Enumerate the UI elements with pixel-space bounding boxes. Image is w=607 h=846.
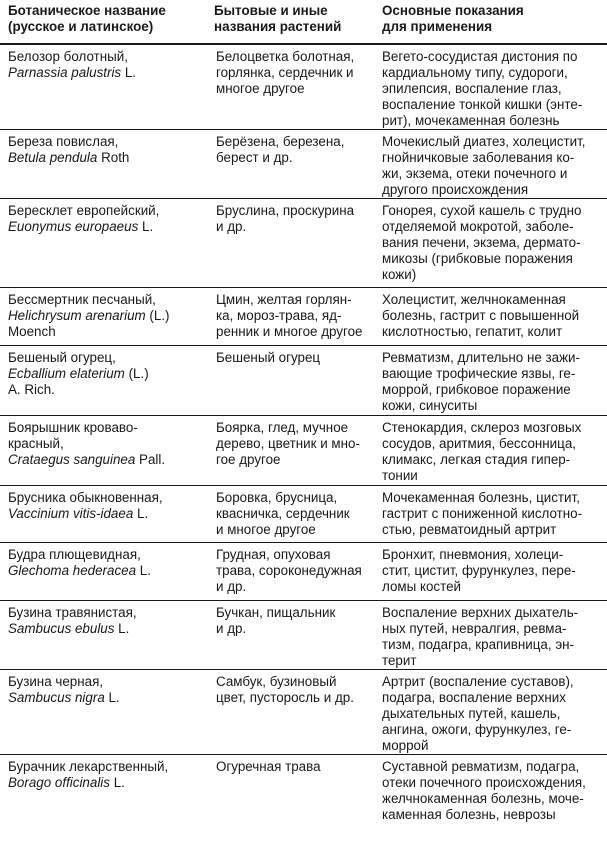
author-abbrev: L.: [138, 219, 154, 234]
indication-line: кардиальному типу, судороги,: [382, 65, 568, 80]
botanical-name-cell: [0, 288, 206, 346]
author-abbrev: L.: [109, 775, 125, 790]
indications-cell: [374, 130, 607, 199]
author-abbrev: Moench: [8, 324, 56, 339]
common-name-line: ка, мороз-трава, яд-: [216, 308, 342, 323]
author-abbrev: L.: [104, 690, 120, 705]
russian-name: Бешеный огурец,: [8, 350, 116, 365]
table-row: [0, 543, 607, 601]
indication-line: Суставной ревматизм, подагра,: [382, 759, 580, 774]
indication-line: гнойничковые заболевания ко-: [382, 150, 575, 165]
indications-cell: [374, 44, 607, 130]
latin-name: Parnassia palustris: [8, 65, 122, 80]
common-names-cell: [206, 601, 374, 670]
indication-line: Холецистит, желчнокаменная: [382, 292, 566, 307]
common-name-line: Бучкан, пищальник: [216, 605, 336, 620]
latin-name: Borago officinalis: [8, 775, 110, 790]
indication-line: рит), мочекаменная болезнь: [382, 113, 560, 128]
common-names-cell: [206, 755, 374, 838]
latin-name-line: [8, 308, 200, 324]
table-row: [0, 486, 607, 543]
common-name-line: трава, сороконедужная: [216, 563, 362, 578]
indication-line: моррой, грибковое поражение: [382, 382, 571, 397]
common-names-cell: [206, 486, 374, 543]
indications-cell: [374, 346, 607, 416]
indication-line: стит, цистит, фурункулез, пере-: [382, 563, 576, 578]
russian-name: красный,: [8, 436, 64, 451]
indication-line: воспаление тонкой кишки (энте-: [382, 97, 583, 112]
indication-line: болезнь, гастрит с повышенной: [382, 308, 580, 323]
table-row: [0, 288, 607, 346]
indications-cell: [374, 670, 607, 755]
latin-name: Ecballium elaterium: [8, 366, 125, 381]
latin-name-line: [8, 219, 200, 235]
indications-cell: [374, 543, 607, 601]
header-line: Ботаническое название: [8, 3, 166, 18]
latin-name: Betula pendula: [8, 150, 98, 165]
common-names-cell: [206, 130, 374, 199]
author-abbrev: A. Rich.: [8, 382, 55, 397]
indication-line: подагра, воспаление верхних: [382, 690, 566, 705]
indication-line: кожи): [382, 267, 417, 282]
botanical-name-cell: [0, 416, 206, 486]
indication-line: Артрит (воспаление суставов),: [382, 674, 574, 689]
indication-line: климакс, легкая стадия гипер-: [382, 452, 571, 467]
latin-name-line: [8, 65, 200, 81]
common-name-line: цвет, пусторосль и др.: [216, 690, 354, 705]
indications-cell: [374, 486, 607, 543]
russian-name: Бузина черная,: [8, 674, 104, 689]
latin-name-line: [8, 690, 200, 706]
common-name-line: Берёзена, березена,: [216, 134, 345, 149]
indication-line: ломы костей: [382, 579, 462, 594]
header-botanical-name: [0, 0, 206, 44]
author-abbrev: L.: [114, 621, 130, 636]
latin-name-line: [8, 452, 200, 468]
table-row: [0, 44, 607, 130]
botanical-name-cell: [0, 543, 206, 601]
header-line: (русское и латинское): [8, 19, 154, 34]
common-name-line: гое другое: [216, 452, 281, 467]
common-names-cell: [206, 346, 374, 416]
botanical-name-cell: [0, 44, 206, 130]
common-name-line: Грудная, опуховая: [216, 547, 331, 562]
latin-name-line: [8, 775, 200, 791]
russian-name: Брусника обыкновенная,: [8, 490, 163, 505]
botanical-name-cell: [0, 199, 206, 288]
common-name-line: Боярка, глед, мучное: [216, 420, 349, 435]
latin-name: Sambucus nigra: [8, 690, 105, 705]
indication-line: Вегето-сосудистая дистония по: [382, 49, 578, 64]
common-names-cell: [206, 543, 374, 601]
indication-line: тонии: [382, 468, 418, 483]
indication-line: терит: [382, 653, 417, 668]
indication-line: Стенокардия, склероз мозговых: [382, 420, 582, 435]
common-name-line: дерево, цветник и мно-: [216, 436, 360, 451]
indication-line: стью, ревматоидный артрит: [382, 522, 557, 537]
indication-line: Мочекислый диатез, холецистит,: [382, 134, 586, 149]
common-name-line: Бешеный огурец: [216, 350, 321, 365]
header-indications: [374, 0, 607, 44]
indication-line: ангина, ожоги, фурункулез, ге-: [382, 722, 572, 737]
indication-line: эпилепсия, воспаление глаз,: [382, 81, 562, 96]
author-abbrev: (L.): [124, 366, 149, 381]
indication-line: каменная болезнь, неврозы: [382, 807, 556, 822]
common-name-line: берест и др.: [216, 150, 293, 165]
botanical-name-cell: [0, 755, 206, 838]
author-abbrev: L.: [121, 65, 137, 80]
common-name-line: квасничка, сердечник: [216, 506, 350, 521]
common-names-cell: [206, 670, 374, 755]
common-name-line: и др.: [216, 621, 247, 636]
indication-line: гастрит с пониженной кислотно-: [382, 506, 583, 521]
latin-name-line: [8, 563, 200, 579]
common-name-line: Бруслина, проскурина: [216, 203, 355, 218]
botanical-name-cell: [0, 670, 206, 755]
indication-line: сосудов, аритмия, бессонница,: [382, 436, 577, 451]
common-names-cell: [206, 44, 374, 130]
header-line: названия растений: [214, 19, 342, 34]
common-name-line: и др.: [216, 219, 247, 234]
indications-cell: [374, 601, 607, 670]
russian-name: Белозор болотный,: [8, 49, 128, 64]
table-row: [0, 346, 607, 416]
indication-line: Мочекаменная болезнь, цистит,: [382, 490, 580, 505]
header-row: [0, 0, 607, 44]
header-common-names: [206, 0, 374, 44]
indication-line: кожи, синуситы: [382, 398, 478, 413]
botanical-name-cell: [0, 486, 206, 543]
common-name-line: ренник и многое другое: [216, 324, 363, 339]
common-name-line: Белоцветка болотная,: [216, 49, 355, 64]
table-row: [0, 670, 607, 755]
russian-name: Бурачник лекарственный,: [8, 759, 169, 774]
latin-name: Glechoma hederacea: [8, 563, 137, 578]
indication-line: жи, экзема, отеки почечного и: [382, 166, 568, 181]
russian-name: Будра плющевидная,: [8, 547, 141, 562]
author-abbrev: Pall.: [135, 452, 166, 467]
indications-cell: [374, 755, 607, 838]
indication-line: отеки почечного происхождения,: [382, 775, 586, 790]
indication-line: отделяемой мокротой, заболе-: [382, 219, 574, 234]
latin-name-line: [8, 150, 200, 166]
common-name-line: Цмин, желтая горлян-: [216, 292, 352, 307]
latin-name-line: [8, 366, 200, 382]
latin-name-line: [8, 506, 200, 522]
indication-line: Гонорея, сухой кашель с трудно: [382, 203, 582, 218]
author-abbrev: L.: [133, 506, 149, 521]
russian-name: Бессмертник песчаный,: [8, 292, 156, 307]
author-abbrev: (L.): [145, 308, 170, 323]
indication-line: желчнокаменная болезнь, моче-: [382, 791, 584, 806]
indication-line: тизм, подагра, крапивница, эн-: [382, 637, 574, 652]
indication-line: Ревматизм, длительно не зажи-: [382, 350, 581, 365]
table-row: [0, 199, 607, 288]
indication-line: ных путей, невралгия, ревма-: [382, 621, 567, 636]
indication-line: кислотностью, гепатит, колит: [382, 324, 563, 339]
common-name-line: горлянка, сердечник и: [216, 65, 354, 80]
russian-name: Бузина травянистая,: [8, 605, 137, 620]
botanical-name-cell: [0, 346, 206, 416]
russian-name: Береза повислая,: [8, 134, 119, 149]
indication-line: другого происхождения: [382, 182, 529, 197]
indications-cell: [374, 288, 607, 346]
russian-name: Бересклет европейский,: [8, 203, 160, 218]
table-row: [0, 130, 607, 199]
indication-line: Воспаление верхних дыхатель-: [382, 605, 579, 620]
indication-line: микозы (грибковые поражения: [382, 251, 573, 266]
common-names-cell: [206, 416, 374, 486]
header-line: для применения: [382, 19, 493, 34]
table-row: [0, 755, 607, 838]
latin-name: Vaccinium vitis-idaea: [8, 506, 134, 521]
botanical-name-cell: [0, 130, 206, 199]
common-name-line: Огуречная трава: [216, 759, 321, 774]
indications-cell: [374, 416, 607, 486]
common-name-line: и др.: [216, 579, 247, 594]
common-name-line: Самбук, бузиновый: [216, 674, 337, 689]
common-names-cell: [206, 199, 374, 288]
latin-name: Sambucus ebulus: [8, 621, 115, 636]
common-name-line: Боровка, брусница,: [216, 490, 338, 505]
header-line: Основные показания: [382, 3, 524, 18]
latin-name: Crataegus sanguinea: [8, 452, 136, 467]
common-name-line: и многое другое: [216, 522, 316, 537]
common-names-cell: [206, 288, 374, 346]
author-abbrev: Roth: [97, 150, 130, 165]
indication-line: вания печени, экзема, дермато-: [382, 235, 581, 250]
indication-line: Бронхит, пневмония, холеци-: [382, 547, 564, 562]
common-name-line: многое другое: [216, 81, 305, 96]
header-line: Бытовые и иные: [214, 3, 328, 18]
latin-name: Euonymus europaeus: [8, 219, 139, 234]
latin-name-line: [8, 621, 200, 637]
indication-line: моррой: [382, 738, 429, 753]
table-row: [0, 416, 607, 486]
indication-line: вающие трофические язвы, ге-: [382, 366, 576, 381]
latin-name: Helichrysum arenarium: [8, 308, 146, 323]
indication-line: дыхательных путей, кашель,: [382, 706, 561, 721]
indications-cell: [374, 199, 607, 288]
russian-name: Боярышник кроваво-: [8, 420, 138, 435]
author-abbrev: L.: [136, 563, 151, 578]
botanical-name-cell: [0, 601, 206, 670]
table-row: [0, 601, 607, 670]
